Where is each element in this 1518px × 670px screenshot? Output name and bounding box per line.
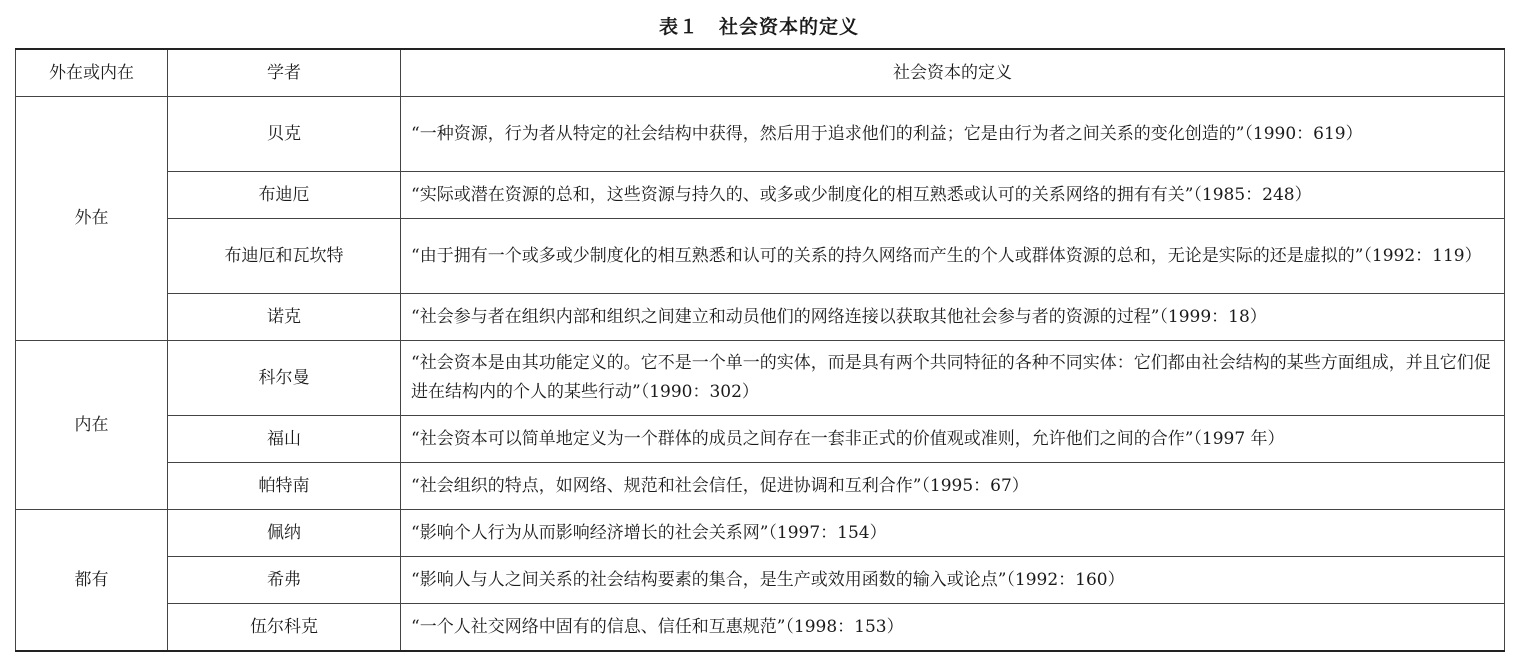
definition-cell: “社会参与者在组织内部和组织之间建立和动员他们的网络连接以获取其他社会参与者的资源的过程”（1999：18） bbox=[401, 294, 1505, 341]
header-definition: 社会资本的定义 bbox=[401, 49, 1505, 97]
table-row bbox=[16, 604, 1505, 652]
definition-cell: “影响个人行为从而影响经济增长的社会关系网”（1997：154） bbox=[401, 510, 1505, 557]
definition-cell: “社会资本是由其功能定义的。它不是一个单一的实体，而是具有两个共同特征的各种不同实体：它们都由社会结构的某些方面组成，并且它们促进在结构内的个人的某些行动”（1990：302） bbox=[401, 341, 1505, 416]
table-row bbox=[16, 510, 1505, 557]
category-cell: 外在 bbox=[16, 97, 168, 341]
table-row bbox=[16, 557, 1505, 604]
scholar-cell: 佩纳 bbox=[168, 510, 401, 557]
definition-cell: “一种资源，行为者从特定的社会结构中获得，然后用于追求他们的利益；它是由行为者之间关系的变化创造的”（1990：619） bbox=[401, 97, 1505, 172]
definition-cell: “实际或潜在资源的总和，这些资源与持久的、或多或少制度化的相互熟悉或认可的关系网络的拥有有关”（1985：248） bbox=[401, 172, 1505, 219]
scholar-cell: 贝克 bbox=[168, 97, 401, 172]
definition-cell: “社会资本可以简单地定义为一个群体的成员之间存在一套非正式的价值观或准则，允许他们之间的合作”（1997 年） bbox=[401, 416, 1505, 463]
scholar-cell: 布迪厄 bbox=[168, 172, 401, 219]
table-row bbox=[16, 463, 1505, 510]
definition-cell: “影响人与人之间关系的社会结构要素的集合，是生产或效用函数的输入或论点”（1992：160） bbox=[401, 557, 1505, 604]
header-scholar: 学者 bbox=[168, 49, 401, 97]
table-row bbox=[16, 172, 1505, 219]
table-row bbox=[16, 219, 1505, 294]
scholar-cell: 帕特南 bbox=[168, 463, 401, 510]
table-row bbox=[16, 294, 1505, 341]
definition-cell: “由于拥有一个或多或少制度化的相互熟悉和认可的关系的持久网络而产生的个人或群体资源的总和，无论是实际的还是虚拟的”（1992：119） bbox=[401, 219, 1505, 294]
definition-cell: “一个人社交网络中固有的信息、信任和互惠规范”（1998：153） bbox=[401, 604, 1505, 652]
table-caption: 表１ 社会资本的定义 bbox=[658, 16, 859, 38]
scholar-cell: 希弗 bbox=[168, 557, 401, 604]
category-cell: 都有 bbox=[16, 510, 168, 652]
table-row bbox=[16, 97, 1505, 172]
scholar-cell: 诺克 bbox=[168, 294, 401, 341]
category-cell: 内在 bbox=[16, 341, 168, 510]
header-category: 外在或内在 bbox=[16, 49, 168, 97]
table-row bbox=[16, 341, 1505, 416]
header-row bbox=[16, 49, 1505, 97]
definition-cell: “社会组织的特点，如网络、规范和社会信任，促进协调和互利合作”（1995：67） bbox=[401, 463, 1505, 510]
table-row bbox=[16, 416, 1505, 463]
scholar-cell: 伍尔科克 bbox=[168, 604, 401, 652]
scholar-cell: 布迪厄和瓦坎特 bbox=[168, 219, 401, 294]
scholar-cell: 科尔曼 bbox=[168, 341, 401, 416]
scholar-cell: 福山 bbox=[168, 416, 401, 463]
definitions-table bbox=[15, 48, 1505, 652]
